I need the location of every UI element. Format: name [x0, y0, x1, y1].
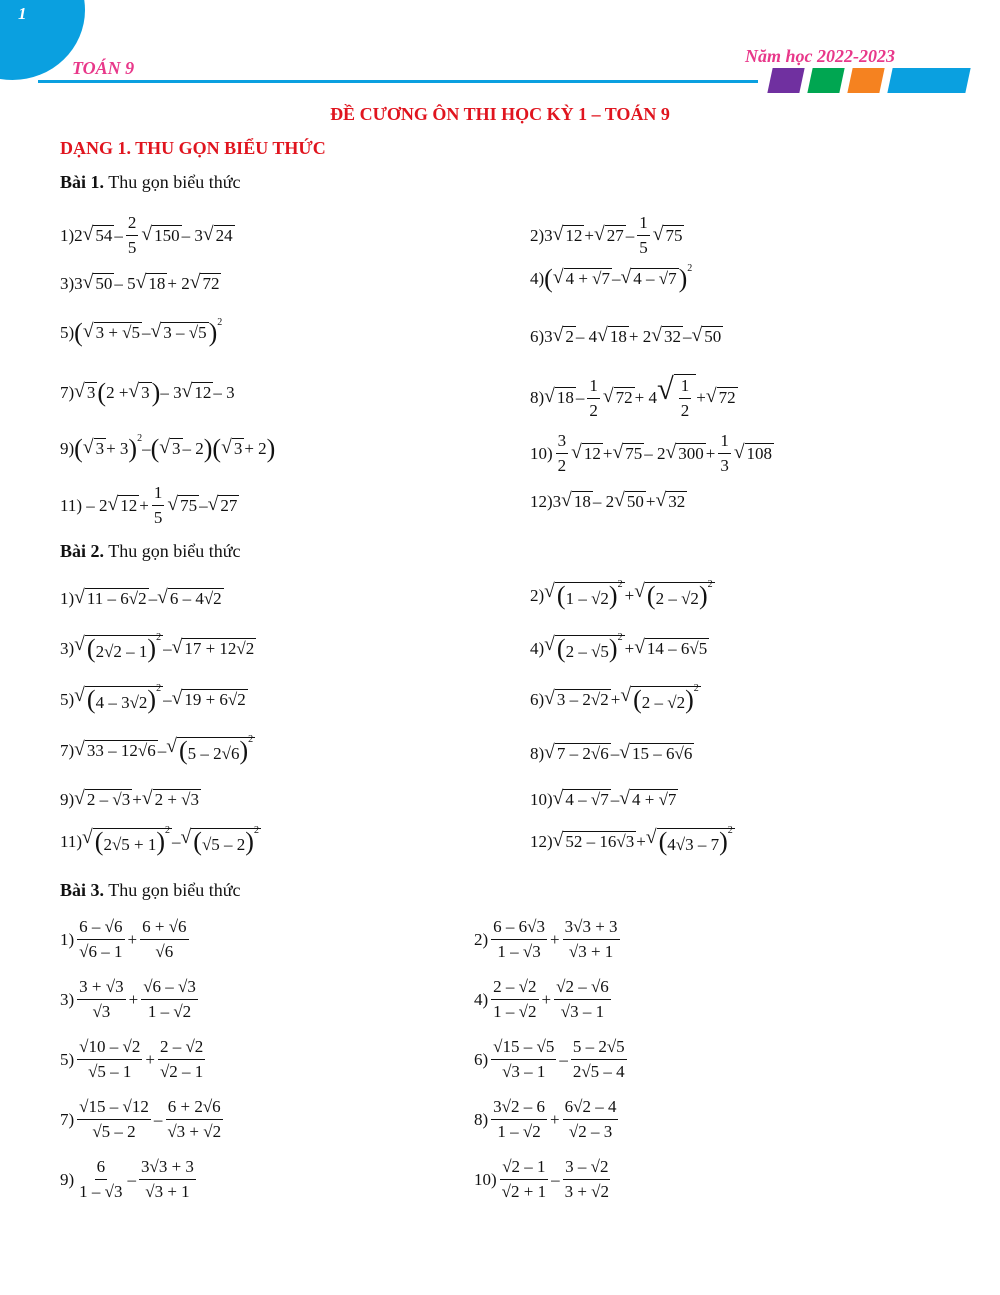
problem-2-2: 2) √ (1 – √2)$^2$ + √ (2 – √2)$^2$	[530, 579, 713, 610]
problem-2-11: 11) √ $(2√5 + 1)^2$ – √ (√5 – 2)$^2$	[60, 825, 259, 856]
problem-1-4: 4) ( √ 4 + √7 – √ 4 – √7 ) 2	[530, 263, 693, 293]
problem-3-4: 4) $\frac{2 - √2}{1 - √2}$ + $\frac{√2 - √6}{√3 - 1}$	[474, 977, 609, 1021]
problem-2-3: 3) √ (2√2 – 1)$^2$ – √ 17 + 12√2	[60, 632, 255, 663]
problem-2-12: 12) √ 52 – 16√3 + √ (4√3 – 7)$^2$	[530, 825, 733, 856]
header-bar-green	[807, 68, 844, 93]
problem-2-9: 9) √ 2 – √3 + √ 2 + √3	[60, 788, 199, 810]
problem-3-9: 9) $\frac{6}{1 - √3}$ – $\frac{3√3 + 3}{√3 + 1}$	[60, 1157, 194, 1201]
problem-3-6: 6) $\frac{√15 - √5}{√3 - 1}$ – $\frac{5 - 2√5}{2√5 - 4}$	[474, 1037, 625, 1081]
exercise-label: Bài 1.	[60, 172, 105, 192]
problem-3-8: 8) $\frac{3√2 - 6}{1 - √2}$ + $\frac{6√2 - 4}{√2 - 3}$	[474, 1097, 617, 1141]
problem-2-10: 10) √ 4 – √7 – √ 4 + √7	[530, 788, 677, 810]
problem-1-12: 12)3 √ 18 – 2 √ 50 + √ 32	[530, 490, 686, 512]
exercise-instruction: Thu gọn biểu thức	[108, 880, 241, 900]
problem-1-7: 7) √ 3 ( 2 + √ 3 ) – 3 √ 12 – 3	[60, 378, 235, 407]
problem-2-7: 7) √ 33 – 12√6 – √ (5 – 2√6)$^2$	[60, 734, 254, 765]
problem-3-2: 2) $\frac{6 - 6√3}{1 - √3}$ + $\frac{3√3 + 3}{√3 + 1}$	[474, 917, 618, 961]
header-bar-blue	[887, 68, 970, 93]
problem-1-9: 9) ( √ 3 + 3 ) 2 – ( √ 3 – 2 ) ( √ 3 + 2 )	[60, 433, 276, 463]
header-divider	[38, 80, 758, 83]
problem-3-1: 1) $\frac{6 - √6}{√6 - 1}$ + $\frac{6 + √6}{√6}$	[60, 917, 187, 961]
problem-1-3: 3)3 √ 50 – 5 √ 18 + 2 √ 72	[60, 272, 220, 294]
problem-1-1: 1)2 √ 54 – $\frac{2}{5}$ √ 150 – 3 √ 24	[60, 213, 233, 257]
problem-2-8: 8) √ 7 – 2√6 – √ 15 – 6√6	[530, 742, 693, 764]
exercise-label: Bài 3.	[60, 880, 105, 900]
problem-2-4: 4) √ (2 – √5)$^2$ + √ 14 – 6√5	[530, 632, 708, 663]
page-title: ĐỀ CƯƠNG ÔN THI HỌC KỲ 1 – TOÁN 9	[330, 104, 670, 124]
exercise-label: Bài 2.	[60, 541, 105, 561]
problem-1-8: 8) √ 18 – $\frac{1}{2}$ √ 72 + 4 √ $\frac{1}{2}$ + √ 72	[530, 372, 736, 420]
school-year: Năm học 2022-2023	[745, 46, 895, 66]
section-heading: DẠNG 1. THU GỌN BIỂU THỨC	[60, 138, 326, 158]
problem-1-11: 11) – 2 √ 12 + $\frac{1}{5}$ √ 75 – √ 27	[60, 483, 238, 527]
problem-1-2: 2)3 √ 12 + √ 27 – $\frac{1}{5}$ √ 75	[530, 213, 683, 257]
problem-2-5: 5) √ (4 – 3√2)$^2$ – √ 19 + 6√2	[60, 683, 246, 714]
exercise-instruction: Thu gọn biểu thức	[108, 172, 241, 192]
problem-3-3: 3) $\frac{3 + √3}{√3}$ + $\frac{√6 - √3}{1 - √2}$	[60, 977, 196, 1021]
header-bar-orange	[847, 68, 884, 93]
exercise-instruction: Thu gọn biểu thức	[108, 541, 241, 561]
problem-3-5: 5) $\frac{√10 - √2}{√5 - 1}$ + $\frac{2 - √2}{√2 - 1}$	[60, 1037, 204, 1081]
exercise-2-heading	[60, 541, 240, 562]
problem-3-10: 10) $\frac{√2 - 1}{√2 + 1}$ – $\frac{3 - √2}{3 + √2}$	[474, 1157, 610, 1201]
exercise-3-heading	[60, 880, 240, 901]
subject-label: TOÁN 9	[72, 58, 135, 78]
problem-1-10: 10) $\frac{3}{2}$ √ 12 + √ 75 – 2 √ 300 + $\frac{1}{3}$ √ 108	[530, 431, 773, 475]
problem-2-1: 1) √ 11 – 6√2 – √ 6 – 4√2	[60, 587, 222, 609]
page-number: 1	[18, 4, 27, 23]
problem-2-6: 6) √ 3 – 2√2 + √ (2 – √2)$^2$	[530, 683, 699, 714]
problem-3-7: 7) $\frac{√15 - √12}{√5 - 2}$ – $\frac{6 + 2√6}{√3 + √2}$	[60, 1097, 222, 1141]
problem-1-6: 6)3 √ 2 – 4 √ 18 + 2 √ 32 – √ 50	[530, 325, 722, 347]
exercise-1-heading	[60, 172, 240, 193]
problem-1-5: 5) ( √ 3 + √5 – √ 3 – √5 ) 2	[60, 317, 223, 347]
header-bar-purple	[767, 68, 804, 93]
